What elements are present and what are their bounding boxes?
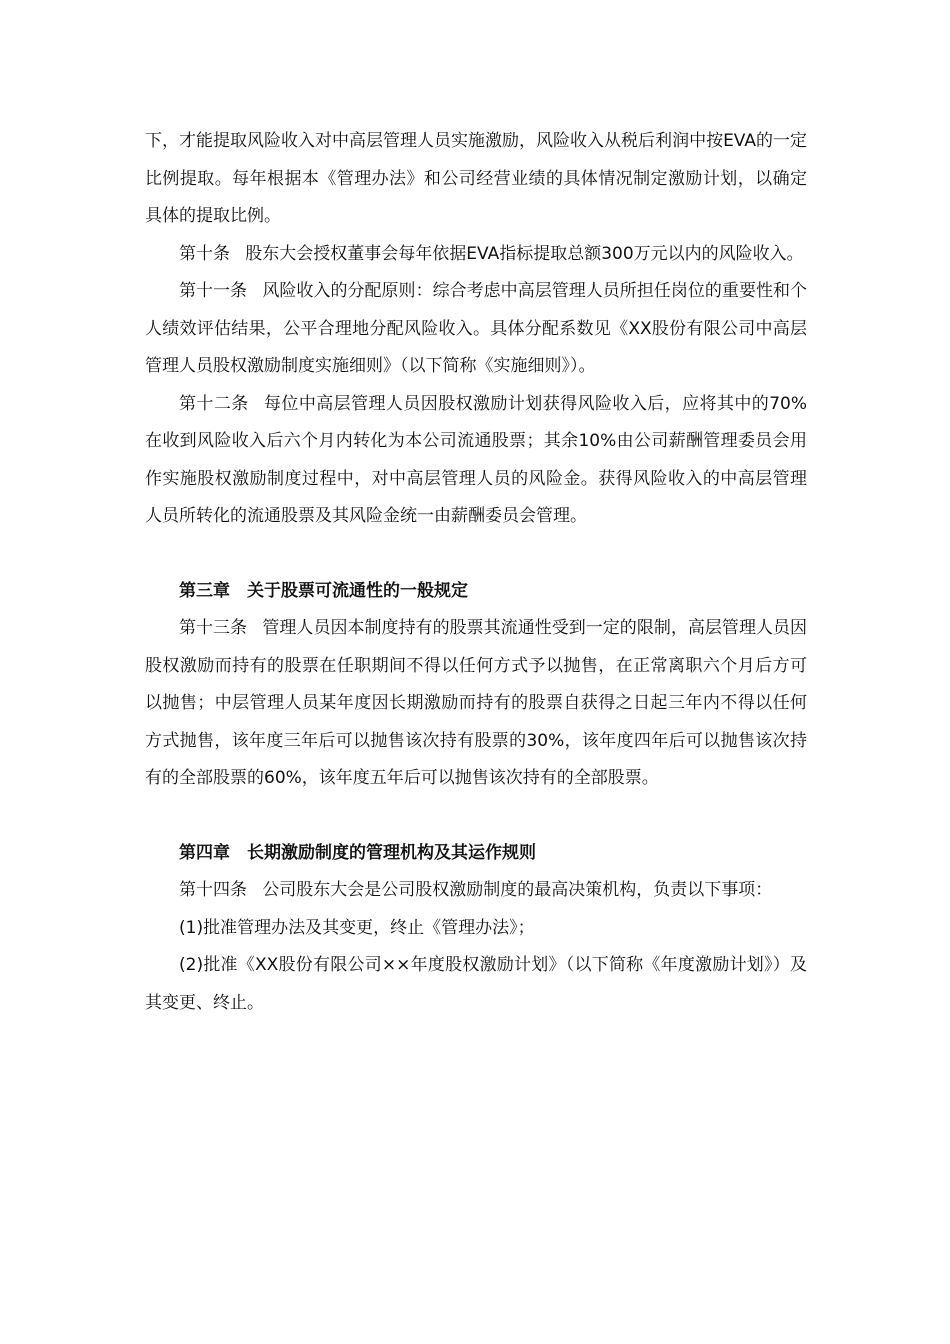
article-10-text: 股东大会授权董事会每年依据EVA指标提取总额300万元以内的风险收入。 xyxy=(245,243,804,264)
article-10-label: 第十条 xyxy=(179,243,230,264)
list-item-2: (2)批准《XX股份有限公司××年度股权激励计划》（以下简称《年度激励计划》）及其变更、终止。 xyxy=(145,955,807,1013)
article-14 xyxy=(145,872,807,910)
paragraph-continued: 下，才能提取风险收入对中高层管理人员实施激励，风险收入从税后利润中按EVA的一定比例提取。每年根据本《管理办法》和公司经营业绩的具体情况制定激励计划，以确定具体的提取比例。 xyxy=(145,131,807,226)
article-13-label: 第十三条 xyxy=(179,618,248,638)
article-13-text: 管理人员因本制度持有的股票其流通性受到一定的限制，高层管理人员因股权激励而持有的股票在任职期间不得以任何方式予以抛售，在正常离职六个月后方可以抛售；中层管理人员某年度因长期激励而持有的股票自获得之日起三年内不得以任何方式抛售，该年度三年后可以抛售该次持有股票的30%，该年度四年后可以抛售该次持有的全部股票的60%，该年度五年后可以抛售该次持有的全部股票。 xyxy=(145,618,808,788)
article-11 xyxy=(145,273,807,386)
chapter-3-heading: 第三章 关于股票可流通性的一般规定 xyxy=(179,580,468,601)
list-item-1: (1)批准管理办法及其变更，终止《管理办法》； xyxy=(179,917,535,938)
article-12-label: 第十二条 xyxy=(179,393,249,414)
article-11-label: 第十一条 xyxy=(179,281,248,301)
article-10 xyxy=(145,236,807,274)
article-13 xyxy=(145,610,807,798)
article-12-text: 每位中高层管理人员因股权激励计划获得风险收入后，应将其中的70%在收到风险收入后六个月内转化为本公司流通股票；其余10%由公司薪酬管理委员会用作实施股权激励制度过程中，对中高层管理人员的风险金。获得风险收入的中高层管理人员所转化的流通股票及其风险金统一由薪酬委员会管理。 xyxy=(145,393,807,526)
article-11-text: 风险收入的分配原则：综合考虑中高层管理人员所担任岗位的重要性和个人绩效评估结果，公平合理地分配风险收入。具体分配系数见《XX股份有限公司中高层管理人员股权激励制度实施细则》（以下简称《实施细则》）。 xyxy=(145,281,808,376)
article-12 xyxy=(145,386,807,536)
chapter-4-heading: 第四章 长期激励制度的管理机构及其运作规则 xyxy=(179,842,536,863)
article-14-text: 公司股东大会是公司股权激励制度的最高决策机构，负责以下事项： xyxy=(262,880,773,900)
article-14-label: 第十四条 xyxy=(179,880,247,900)
document-body xyxy=(145,123,807,1022)
